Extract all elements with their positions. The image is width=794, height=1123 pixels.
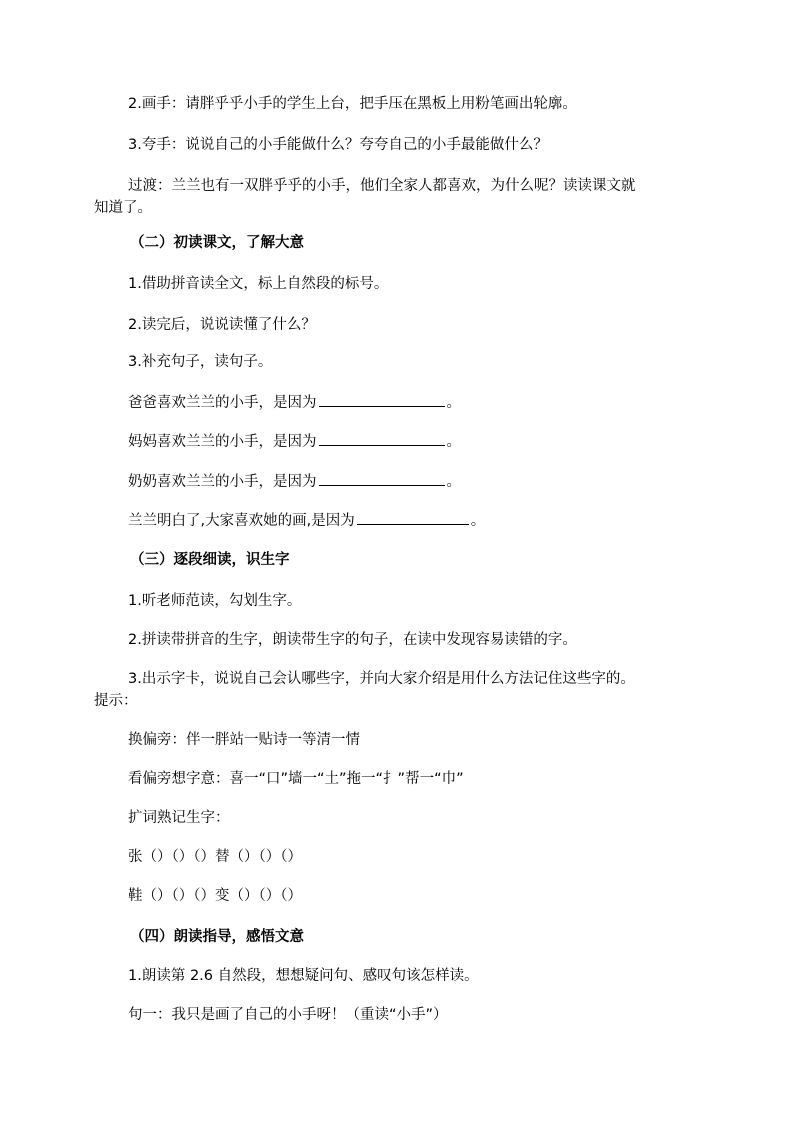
transition-line-2: 知道了。	[94, 200, 152, 216]
transition-line-1: 过渡：兰兰也有一双胖乎乎的小手，他们全家人都喜欢，为什么呢？读读课文就	[128, 178, 636, 194]
fill-sentence-2-text: 妈妈喜欢兰兰的小手，是因为	[128, 434, 317, 450]
fill-sentence-2	[128, 432, 461, 452]
section-2-item-3: 3.补充句子，读句子。	[128, 354, 273, 370]
hint-change-radical: 换偏旁：伴一胖站一贴诗一等清一情	[128, 732, 360, 748]
section-3-item-1: 1.听老师范读，勾划生字。	[128, 593, 302, 609]
section-4-heading: （四）朗读指导，感悟文意	[130, 929, 304, 945]
fill-sentence-2-end: 。	[446, 434, 461, 450]
hint-radical-meaning: 看偏旁想字意：喜一“口”墙一“土”拖一“扌”帮一“巾”	[128, 771, 464, 787]
intro-item-2: 2.画手：请胖乎乎小手的学生上台，把手压在黑板上用粉笔画出轮廓。	[128, 96, 577, 112]
section-2-item-2: 2.读完后，说说读懂了什么？	[128, 317, 316, 333]
fill-sentence-3-end: 。	[446, 474, 461, 490]
fill-sentence-1	[128, 393, 461, 413]
fill-sentence-4-end: 。	[470, 513, 486, 529]
fill-blank-3	[319, 473, 445, 486]
fill-sentence-4	[128, 511, 485, 531]
fill-sentence-4-text: 兰兰明白了,大家喜欢她的画,是因为	[128, 513, 355, 529]
fill-blank-4	[357, 512, 469, 525]
section-2-item-1: 1.借助拼音读全文，标上自然段的标号。	[128, 276, 389, 292]
fill-sentence-3	[128, 472, 461, 492]
section-3-item-3-line-2: 提示：	[94, 693, 138, 709]
section-3-item-3-line-1: 3.出示字卡，说说自己会认哪些字，并向大家介绍是用什么方法记住这些字的。	[128, 671, 635, 687]
hint-expand-words: 扩词熟记生字：	[128, 810, 230, 826]
fill-sentence-1-end: 。	[446, 395, 461, 411]
fill-blank-2	[319, 433, 445, 446]
section-4-item-1: 1.朗读第 2.6 自然段，想想疑问句、感叹句该怎样读。	[128, 968, 479, 984]
intro-item-3: 3.夸手：说说自己的小手能做什么？夸夸自己的小手最能做什么？	[128, 137, 548, 153]
fill-blank-1	[319, 394, 445, 407]
word-exercise-1: 张（）（）（）替（）（）（）	[128, 849, 302, 865]
fill-sentence-1-text: 爸爸喜欢兰兰的小手，是因为	[128, 395, 317, 411]
section-2-heading: （二）初读课文，了解大意	[130, 235, 304, 251]
section-3-item-2: 2.拼读带拼音的生字，朗读带生字的句子，在读中发现容易读错的字。	[128, 632, 577, 648]
section-4-sentence-1: 句一：我只是画了自己的小手呀！（重读“小手”）	[128, 1007, 448, 1023]
word-exercise-2: 鞋（）（）（）变（）（）（）	[128, 888, 302, 904]
fill-sentence-3-text: 奶奶喜欢兰兰的小手，是因为	[128, 474, 317, 490]
section-3-heading: （三）逐段细读，识生字	[130, 552, 290, 568]
